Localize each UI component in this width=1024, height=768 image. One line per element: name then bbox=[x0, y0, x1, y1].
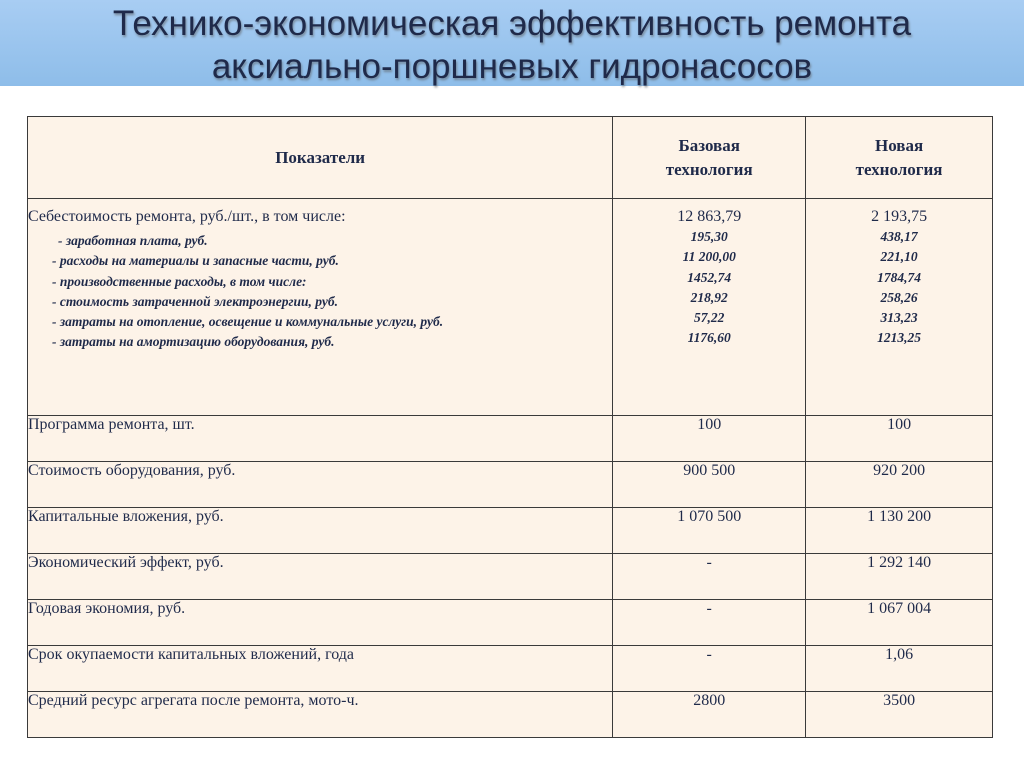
row-base-value: - bbox=[613, 554, 806, 600]
cost-new-subvalues bbox=[806, 227, 992, 349]
cost-subitem-base: 11 200,00 bbox=[682, 249, 736, 265]
header-base-line2: технология bbox=[665, 159, 753, 179]
cost-subitem-label: - затраты на амортизацию оборудования, руб. bbox=[52, 334, 335, 350]
row-base-value: - bbox=[613, 600, 806, 646]
header-indicator-label: Показатели bbox=[275, 147, 366, 167]
cost-subitems-labels bbox=[28, 231, 612, 353]
cost-subitem-base: 218,92 bbox=[690, 289, 728, 305]
table-row bbox=[28, 692, 993, 738]
table-row bbox=[28, 554, 993, 600]
header-new-line2: технология bbox=[855, 159, 943, 179]
header-base-line1: Базовая bbox=[678, 135, 740, 155]
row-label: Срок окупаемости капитальных вложений, года bbox=[28, 646, 613, 692]
table-row bbox=[28, 646, 993, 692]
cost-subitem-new: 258,26 bbox=[880, 289, 918, 305]
table-row-cost bbox=[28, 199, 993, 416]
cost-subitem-label: - затраты на отопление, освещение и коммунальные услуги, руб. bbox=[52, 314, 444, 330]
cost-subitem-base: 1452,74 bbox=[687, 269, 732, 285]
cost-subitem-new: 438,17 bbox=[880, 229, 918, 244]
row-new-value: 920 200 bbox=[806, 462, 993, 508]
row-base-value: 2800 bbox=[613, 692, 806, 738]
table-row bbox=[28, 600, 993, 646]
cost-label-cell bbox=[28, 199, 613, 416]
cost-subitem-new: 313,23 bbox=[880, 310, 918, 326]
cost-new-value: 2 193,75 bbox=[871, 208, 928, 225]
row-base-value: - bbox=[613, 646, 806, 692]
row-base-value: 1 070 500 bbox=[613, 508, 806, 554]
cost-subitem-new: 1784,74 bbox=[877, 269, 921, 285]
row-new-value: 100 bbox=[806, 416, 993, 462]
cost-subitem-new: 221,10 bbox=[880, 249, 918, 265]
header-base-technology bbox=[613, 117, 806, 199]
row-label: Годовая экономия, руб. bbox=[28, 600, 613, 646]
row-label: Программа ремонта, шт. bbox=[28, 416, 613, 462]
table-row bbox=[28, 508, 993, 554]
cost-subitem-base: 1176,60 bbox=[687, 330, 731, 346]
row-new-value: 3500 bbox=[806, 692, 993, 738]
row-new-value: 1 067 004 bbox=[806, 600, 993, 646]
cost-subitem-label: - производственные расходы, в том числе: bbox=[52, 273, 307, 289]
row-new-value: 1,06 bbox=[806, 646, 993, 692]
cost-subitem-new: 1213,25 bbox=[877, 330, 921, 346]
cost-subitem-base: 195,30 bbox=[690, 229, 728, 244]
cost-subitem-base: 57,22 bbox=[694, 310, 725, 326]
row-new-value: 1 130 200 bbox=[806, 508, 993, 554]
table-header-row bbox=[28, 117, 993, 199]
row-label: Стоимость оборудования, руб. bbox=[28, 462, 613, 508]
header-new-technology bbox=[806, 117, 993, 199]
row-base-value: 900 500 bbox=[613, 462, 806, 508]
header-indicator bbox=[28, 117, 613, 199]
cost-subitem-label: - стоимость затраченной электроэнергии, руб. bbox=[52, 293, 338, 309]
cost-base-value: 12 863,79 bbox=[677, 208, 742, 225]
row-label: Капитальные вложения, руб. bbox=[28, 508, 613, 554]
slide-title-line1: Технико-экономическая эффективность ремонта bbox=[112, 4, 912, 43]
row-base-value: 100 bbox=[613, 416, 806, 462]
table-row bbox=[28, 462, 993, 508]
cost-new-cell bbox=[806, 199, 993, 416]
cost-base-cell bbox=[613, 199, 806, 416]
row-label: Средний ресурс агрегата после ремонта, мото-ч. bbox=[28, 692, 613, 738]
efficiency-table bbox=[27, 116, 993, 738]
header-new-line1: Новая bbox=[874, 135, 924, 155]
cost-subitem-label: - заработная плата, руб. bbox=[58, 233, 208, 248]
row-new-value: 1 292 140 bbox=[806, 554, 993, 600]
cost-subitem-label: - расходы на материалы и запасные части, руб. bbox=[52, 253, 339, 269]
slide-title bbox=[0, 2, 1024, 88]
row-label: Экономический эффект, руб. bbox=[28, 554, 613, 600]
cost-base-subvalues bbox=[613, 227, 805, 349]
slide-title-line2: аксиально-поршневых гидронасосов bbox=[211, 47, 813, 86]
cost-label: Себестоимость ремонта, руб./шт., в том числе: bbox=[28, 208, 346, 225]
table-row bbox=[28, 416, 993, 462]
